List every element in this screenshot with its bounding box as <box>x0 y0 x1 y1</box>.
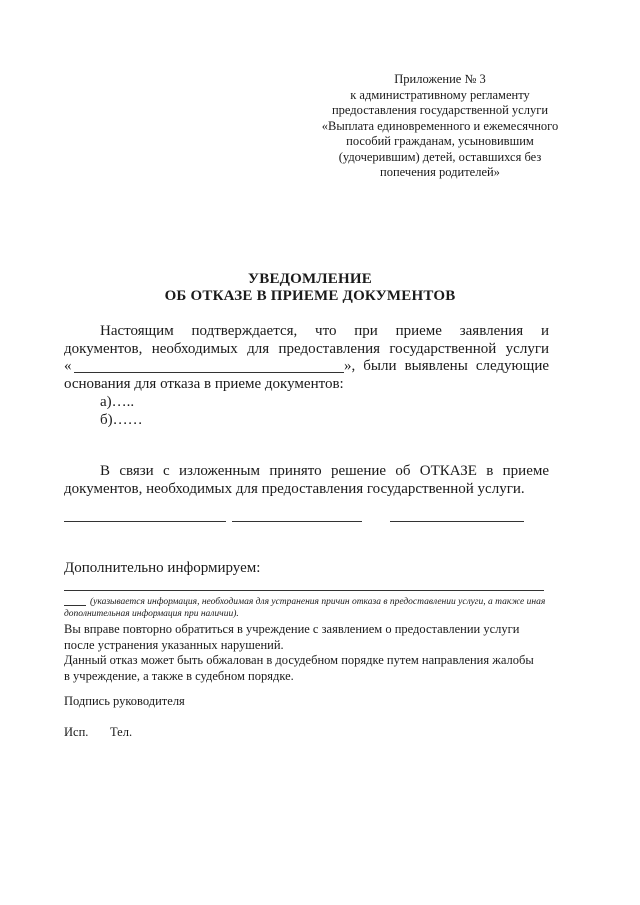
appendix-line: пособий гражданам, усыновившим <box>346 134 534 148</box>
document-title <box>100 271 520 305</box>
appendix-line: предоставления государственной услуги <box>331 103 549 117</box>
service-name-blank-line <box>74 372 344 373</box>
additional-info-blank-line <box>64 590 544 591</box>
appeal-notice: Данный отказ может быть обжалован в досудебном порядке путем направления жалобы в учреждение, а также в судебном порядке. <box>64 653 534 683</box>
list-item-b: б)…… <box>100 412 143 428</box>
paragraph-1-line-4: основания для отказа в приеме документов: <box>64 376 344 392</box>
appendix-line: (удочерившим) детей, оставшихся без <box>338 149 542 164</box>
paragraph-1-line-1: Настоящим подтверждается, что при приеме заявления и <box>100 323 549 339</box>
appendix-line: к административному регламенту <box>350 87 530 102</box>
open-quote: « <box>64 358 72 374</box>
paragraph-2-line-1: В связи с изложенным принято решение об ОТКАЗЕ в приеме <box>100 463 549 479</box>
signature-blank-line-3 <box>390 521 524 522</box>
paragraph-2-line-2: документов, необходимых для предоставления государственной услуги. <box>64 481 525 497</box>
head-signature-label: Подпись руководителя <box>64 694 185 708</box>
title-line-2: ОБ ОТКАЗЕ В ПРИЕМЕ ДОКУМЕНТОВ <box>164 288 456 304</box>
phone-label: Тел. <box>110 725 133 739</box>
appendix-line: Приложение № 3 <box>394 72 486 86</box>
additional-info-note: (указывается информация, необходимая для устранения причин отказа в предоставлении услуги, а также иная дополнительная информация при наличии). <box>64 597 546 619</box>
signature-blank-line-1 <box>64 521 226 522</box>
signature-blank-line-2 <box>232 521 362 522</box>
resubmit-notice: Вы вправе повторно обратиться в учреждение с заявлением о предоставлении услуги после устранения указанных нарушений. <box>64 622 520 652</box>
appendix-reference <box>300 72 580 181</box>
executor-label: Исп. <box>64 725 89 739</box>
list-item-a: а)….. <box>100 394 135 410</box>
paragraph-1-line-2: документов, необходимых для предоставления государственной услуги <box>64 341 549 357</box>
paragraph-1-line-3: », были выявлены следующие <box>344 358 549 374</box>
appendix-line: попечения родителей» <box>380 165 500 179</box>
title-line-1: УВЕДОМЛЕНИЕ <box>248 271 372 287</box>
additional-info-heading: Дополнительно информируем: <box>64 560 261 576</box>
appendix-line: «Выплата единовременного и ежемесячного <box>321 118 559 133</box>
